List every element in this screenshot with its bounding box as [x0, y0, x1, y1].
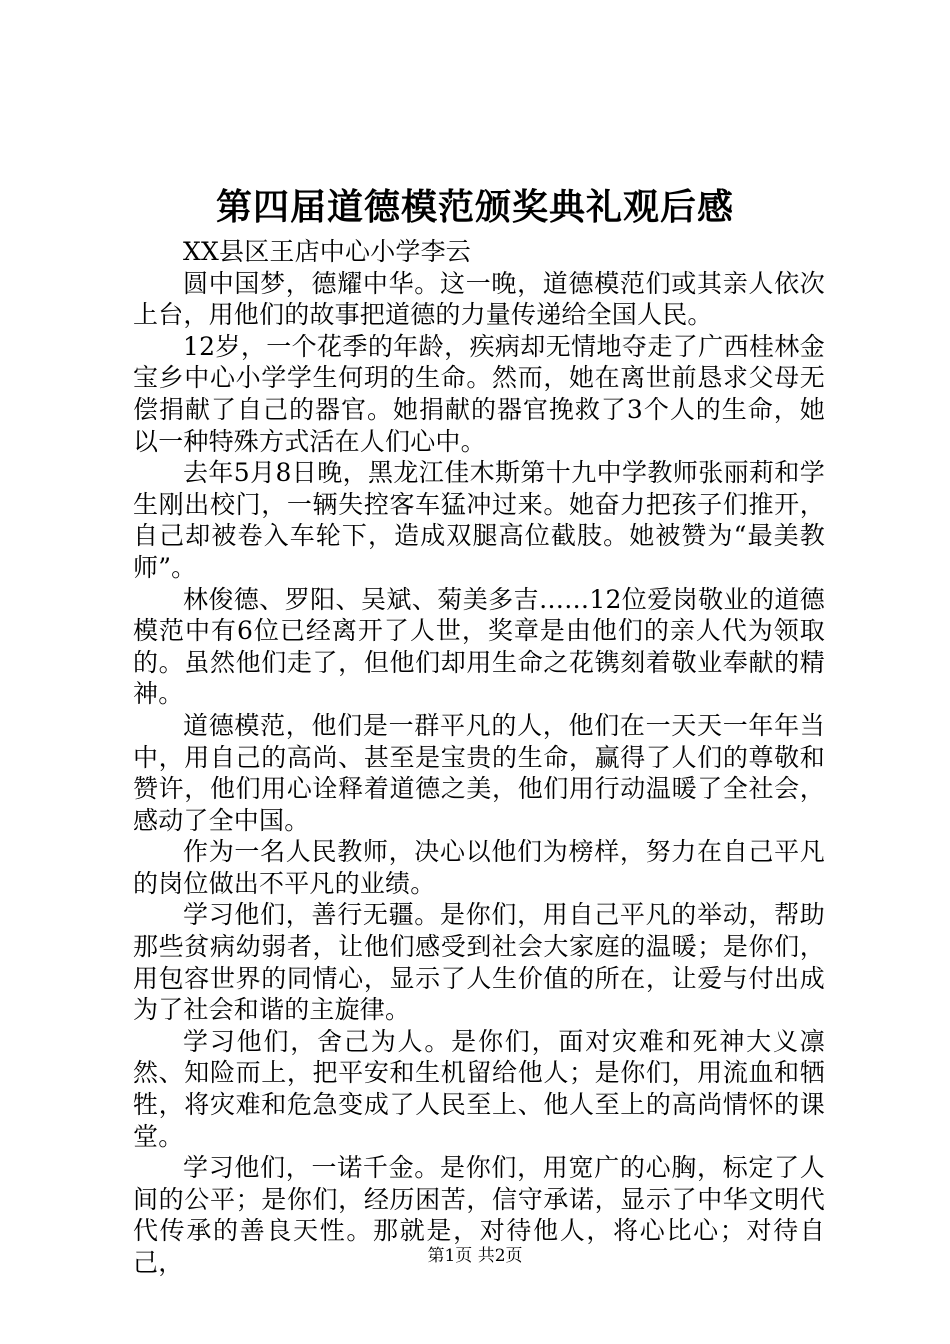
document-body	[133, 236, 825, 1279]
paragraph: 道德模范，他们是一群平凡的人，他们在一天天一年年当中，用自己的高尚、甚至是宝贵的生命，赢得了人们的尊敬和赞许，他们用心诠释着道德之美，他们用行动温暖了全社会，感动了全中国。	[133, 710, 825, 835]
paragraph: 学习他们，舍己为人。是你们，面对灾难和死神大义凛然、知险而上，把平安和生机留给他人；是你们，用流血和牺牲，将灾难和危急变成了人民至上、他人至上的高尚情怀的课堂。	[133, 1026, 825, 1151]
document-title: 第四届道德模范颁奖典礼观后感	[215, 186, 734, 228]
author-line: XX县区王店中心小学李云	[183, 237, 471, 266]
paragraph: 学习他们，一诺千金。是你们，用宽广的心胸，标定了人间的公平；是你们，经历困苦，信守承诺，显示了中华文明代代传承的善良天性。那就是，对待他人，将心比心；对待自己，	[133, 1153, 825, 1277]
paragraph: 去年5月8日晚，黑龙江佳木斯第十九中学教师张丽莉和学生刚出校门，一辆失控客车猛冲过来。她奋力把孩子们推开，自己却被卷入车轮下，造成双腿高位截肢。她被赞为“最美教师”。	[133, 458, 825, 582]
paragraph: 作为一名人民教师，决心以他们为榜样，努力在自己平凡的岗位做出不平凡的业绩。	[133, 837, 825, 898]
paragraph: 12岁，一个花季的年龄，疾病却无情地夺走了广西桂林金宝乡中心小学学生何玥的生命。然而，她在离世前恳求父母无偿捐献了自己的器官。她捐献的器官挽救了3个人的生命，她以一种特殊方式活在人们心中。	[133, 331, 825, 456]
page-footer: 第1页 共2页	[427, 1246, 523, 1266]
paragraph: 林俊德、罗阳、吴斌、菊美多吉……12位爱岗敬业的道德模范中有6位已经离开了人世，奖章是由他们的亲人代为领取的。虽然他们走了，但他们却用生命之花镌刻着敬业奉献的精神。	[133, 584, 825, 709]
paragraph: 学习他们，善行无疆。是你们，用自己平凡的举动，帮助那些贫病幼弱者，让他们感受到社会大家庭的温暖；是你们，用包容世界的同情心，显示了人生价值的所在，让爱与付出成为了社会和谐的主旋律。	[133, 900, 825, 1025]
paragraph: 圆中国梦，德耀中华。这一晚，道德模范们或其亲人依次上台，用他们的故事把道德的力量传递给全国人民。	[133, 268, 825, 330]
